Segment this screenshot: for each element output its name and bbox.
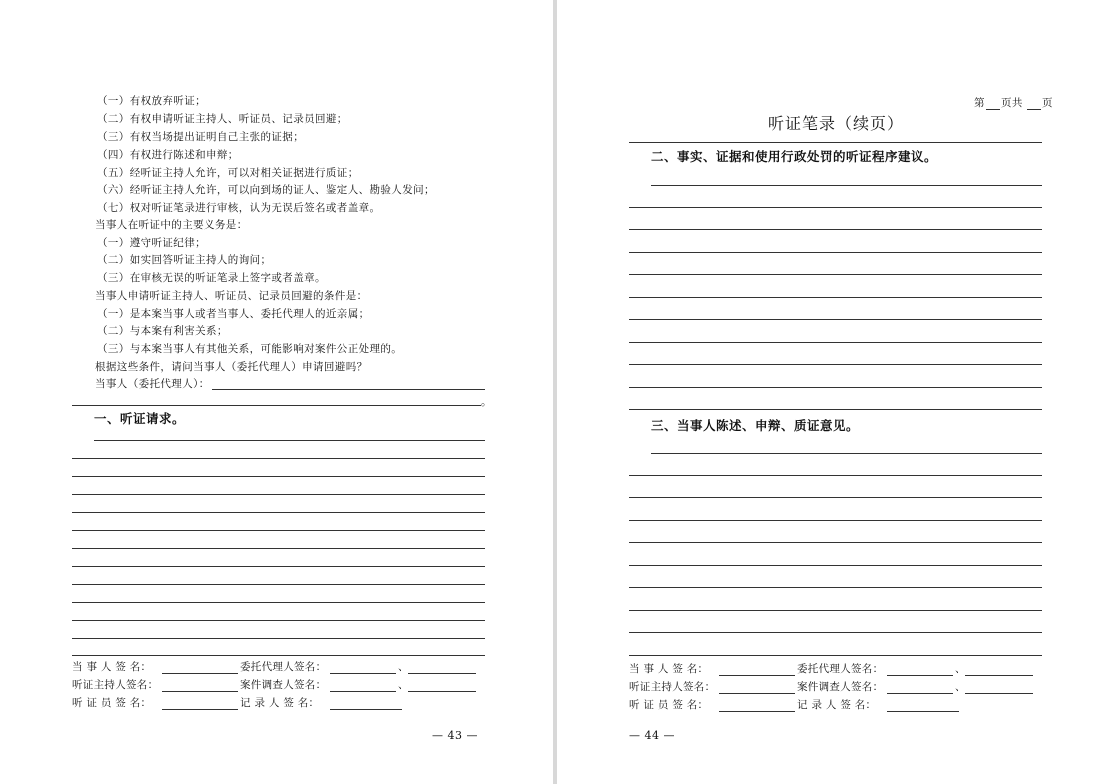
page-ref-current-blank[interactable] xyxy=(986,109,1000,110)
right-item-5: （五）经听证主持人允许，可以对相关证据进行质证； xyxy=(97,167,359,179)
writing-line[interactable] xyxy=(629,565,1042,566)
host-signature-label: 听证主持人签名： xyxy=(72,679,159,691)
writing-line[interactable] xyxy=(629,610,1042,611)
agent-signature-blank-1[interactable] xyxy=(330,673,396,674)
signature-separator: 、 xyxy=(955,663,966,675)
answer-period: 。 xyxy=(481,396,492,408)
signature-row-3 xyxy=(629,698,1049,714)
agent-signature-blank-2[interactable] xyxy=(965,675,1033,676)
recusal-condition-3: （三）与本案当事人有其他关系，可能影响对案件公正处理的。 xyxy=(97,343,403,355)
page-44 xyxy=(557,0,1113,784)
host-signature-blank[interactable] xyxy=(162,691,238,692)
writing-line[interactable] xyxy=(629,274,1042,275)
page-ref-suffix: 页 xyxy=(1042,97,1053,109)
agent-signature-blank-1[interactable] xyxy=(887,675,953,676)
agent-signature-label: 委托代理人签名： xyxy=(240,661,327,673)
host-signature-label: 听证主持人签名： xyxy=(629,681,716,693)
recorder-signature-blank[interactable] xyxy=(330,709,402,710)
section-2-heading: 二、事实、证据和使用行政处罚的听证程序建议。 xyxy=(651,149,938,164)
writing-line[interactable] xyxy=(629,497,1042,498)
writing-line[interactable] xyxy=(72,476,485,477)
host-signature-blank[interactable] xyxy=(719,693,795,694)
page-ref-total-blank[interactable] xyxy=(1027,109,1041,110)
writing-line[interactable] xyxy=(72,494,485,495)
writing-line[interactable] xyxy=(629,387,1042,388)
writing-line[interactable] xyxy=(629,364,1042,365)
page-ref-middle: 页共 xyxy=(1001,97,1023,109)
hearing-officer-signature-label: 听 证 员 签 名： xyxy=(72,697,152,709)
page-title: 听证笔录（续页） xyxy=(768,114,905,133)
agent-signature-blank-2[interactable] xyxy=(408,673,476,674)
duty-item-3: （三）在审核无误的听证笔录上签字或者盖章。 xyxy=(97,272,326,284)
writing-line[interactable] xyxy=(651,185,1042,186)
writing-line[interactable] xyxy=(629,319,1042,320)
writing-line[interactable] xyxy=(629,342,1042,343)
signature-row-1 xyxy=(629,662,1049,678)
party-signature-label: 当 事 人 签 名： xyxy=(629,663,709,675)
hearing-officer-signature-label: 听 证 员 签 名： xyxy=(629,699,709,711)
writing-line[interactable] xyxy=(629,542,1042,543)
right-item-2: （二）有权申请听证主持人、听证员、记录员回避； xyxy=(97,113,348,125)
duty-item-2: （二）如实回答听证主持人的询问； xyxy=(97,254,272,266)
party-signature-blank[interactable] xyxy=(719,675,795,676)
page-number: — 44 — xyxy=(629,729,675,742)
party-answer-line-2[interactable] xyxy=(72,405,481,406)
right-item-1: （一）有权放弃听证； xyxy=(97,95,206,107)
section-3-heading: 三、当事人陈述、申辩、质证意见。 xyxy=(651,418,860,433)
recorder-signature-label: 记 录 人 签 名： xyxy=(240,697,320,709)
writing-line[interactable] xyxy=(629,632,1042,633)
party-signature-blank[interactable] xyxy=(162,673,238,674)
duties-title: 当事人在听证中的主要义务是： xyxy=(95,219,248,231)
duty-item-1: （一）遵守听证纪律； xyxy=(97,237,206,249)
right-item-7: （七）权对听证笔录进行审核，认为无误后签名或者盖章。 xyxy=(97,202,381,214)
signature-row-2 xyxy=(72,678,492,694)
writing-line[interactable] xyxy=(629,207,1042,208)
writing-line[interactable] xyxy=(72,566,485,567)
writing-line[interactable] xyxy=(629,520,1042,521)
writing-line[interactable] xyxy=(72,458,485,459)
page-number: — 43 — xyxy=(432,729,478,742)
writing-line[interactable] xyxy=(629,297,1042,298)
party-agent-label: 当事人（委托代理人）： xyxy=(95,378,210,390)
writing-line[interactable] xyxy=(72,548,485,549)
investigator-signature-label: 案件调查人签名： xyxy=(240,679,327,691)
hearing-officer-signature-blank[interactable] xyxy=(162,709,238,710)
investigator-signature-blank-2[interactable] xyxy=(965,693,1033,694)
page-reference xyxy=(974,96,1074,112)
agent-signature-label: 委托代理人签名： xyxy=(797,663,884,675)
party-answer-line[interactable] xyxy=(212,389,485,390)
title-underline xyxy=(629,142,1042,143)
writing-line[interactable] xyxy=(629,409,1042,410)
writing-line[interactable] xyxy=(629,587,1042,588)
signature-row-2 xyxy=(629,680,1049,696)
writing-line[interactable] xyxy=(72,620,485,621)
writing-line[interactable] xyxy=(72,512,485,513)
writing-line[interactable] xyxy=(629,475,1042,476)
investigator-signature-blank-2[interactable] xyxy=(408,691,476,692)
writing-line[interactable] xyxy=(629,229,1042,230)
writing-line[interactable] xyxy=(94,440,485,441)
recusal-condition-2: （二）与本案有利害关系； xyxy=(97,325,228,337)
recusal-condition-1: （一）是本案当事人或者当事人、委托代理人的近亲属； xyxy=(97,308,370,320)
right-item-6: （六）经听证主持人允许，可以向到场的证人、鉴定人、勘验人发问； xyxy=(97,184,435,196)
signature-separator: 、 xyxy=(955,681,966,693)
writing-line[interactable] xyxy=(72,655,485,656)
writing-line[interactable] xyxy=(72,638,485,639)
signature-separator: 、 xyxy=(398,679,409,691)
writing-line[interactable] xyxy=(651,453,1042,454)
section-1-heading: 一、听证请求。 xyxy=(94,411,186,426)
writing-line[interactable] xyxy=(72,602,485,603)
hearing-officer-signature-blank[interactable] xyxy=(719,711,795,712)
page-ref-prefix: 第 xyxy=(974,97,985,109)
page-43 xyxy=(0,0,553,784)
right-item-3: （三）有权当场提出证明自己主张的证据； xyxy=(97,131,305,143)
party-signature-label: 当 事 人 签 名： xyxy=(72,661,152,673)
recorder-signature-label: 记 录 人 签 名： xyxy=(797,699,877,711)
writing-line[interactable] xyxy=(629,655,1042,656)
writing-line[interactable] xyxy=(72,530,485,531)
signature-row-3 xyxy=(72,696,492,712)
writing-line[interactable] xyxy=(72,584,485,585)
recusal-question: 根据这些条件，请问当事人（委托代理人）申请回避吗？ xyxy=(95,361,368,373)
investigator-signature-label: 案件调查人签名： xyxy=(797,681,884,693)
recorder-signature-blank[interactable] xyxy=(887,711,959,712)
signature-separator: 、 xyxy=(398,661,409,673)
writing-line[interactable] xyxy=(629,252,1042,253)
investigator-signature-blank-1[interactable] xyxy=(330,691,396,692)
signature-row-1 xyxy=(72,660,492,676)
investigator-signature-blank-1[interactable] xyxy=(887,693,953,694)
right-item-4: （四）有权进行陈述和申辩； xyxy=(97,149,239,161)
recusal-title: 当事人申请听证主持人、听证员、记录员回避的条件是： xyxy=(95,290,368,302)
